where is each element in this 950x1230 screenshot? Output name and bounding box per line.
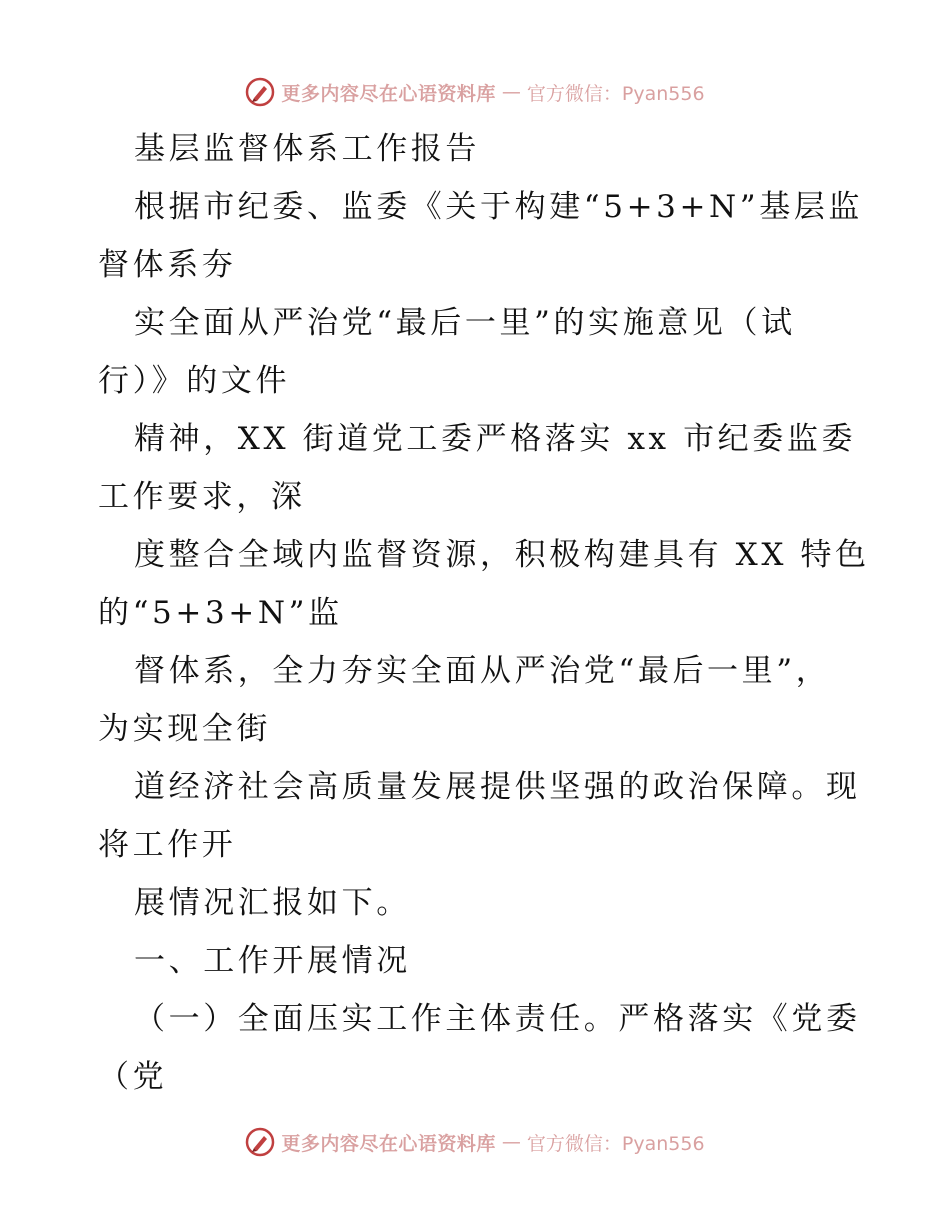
paragraph-line: 道经济社会高质量发展提供坚强的政治保障。现	[134, 769, 861, 805]
paragraph-line: 督体系，全力夯实全面从严治党“最后一里”，	[134, 653, 831, 689]
fountain-pen-logo-icon	[245, 77, 275, 107]
paragraph-line: 督体系夯	[98, 247, 237, 283]
fountain-pen-logo-icon	[245, 1127, 275, 1157]
header-watermark	[0, 72, 950, 112]
paragraph-line: 工作要求，深	[98, 479, 306, 515]
watermark-separator: —	[501, 81, 521, 103]
paragraph-line: 度整合全域内监督资源，积极构建具有 XX 特色	[134, 537, 870, 573]
watermark-wechat-text: 官方微信：Pyan556	[526, 1132, 705, 1155]
paragraph-line: 的“5+3+N”监	[98, 595, 343, 631]
watermark-site-text: 更多内容尽在心语资料库	[281, 1132, 496, 1155]
document-title: 基层监督体系工作报告	[134, 131, 480, 167]
paragraph-line: 根据市纪委、监委《关于构建“5+3+N”基层监	[134, 189, 864, 225]
footer-watermark	[0, 1122, 950, 1162]
watermark-site-text: 更多内容尽在心语资料库	[281, 82, 496, 105]
paragraph-line: 将工作开	[98, 827, 237, 863]
watermark-wechat-text: 官方微信：Pyan556	[526, 82, 705, 105]
paragraph-line: （党	[98, 1059, 168, 1095]
paragraph-line: 为实现全街	[98, 711, 271, 747]
watermark-separator: —	[501, 1131, 521, 1153]
paragraph-line: 展情况汇报如下。	[134, 885, 411, 921]
subsection-heading: （一）全面压实工作主体责任。严格落实《党委	[134, 1001, 861, 1037]
paragraph-line: 实全面从严治党“最后一里”的实施意见（试	[134, 305, 796, 341]
paragraph-line: 行）》的文件	[98, 363, 291, 399]
section-heading: 一、工作开展情况	[134, 943, 411, 979]
paragraph-line: 精神，XX 街道党工委严格落实 xx 市纪委监委	[134, 421, 857, 457]
